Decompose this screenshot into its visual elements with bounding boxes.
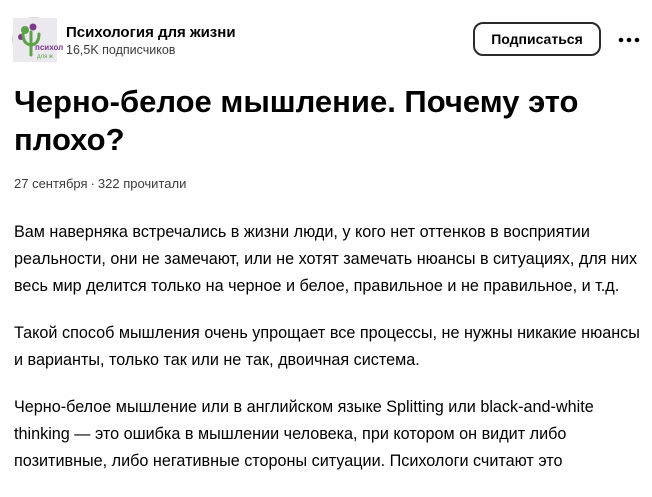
channel-header <box>12 17 642 65</box>
paragraph: Такой способ мышления очень упрощает все процессы, не нужны никакие нюансы и варианты, только так или не так, двоичная система. <box>14 324 640 369</box>
svg-text:для ж: для ж <box>37 54 53 60</box>
channel-name[interactable]: Психология для жизни <box>66 24 236 41</box>
channel-avatar[interactable] <box>12 17 64 61</box>
more-options-button[interactable] <box>615 26 643 54</box>
psi-logo-icon <box>13 18 64 62</box>
article-meta <box>14 176 186 191</box>
paragraph: Вам наверняка встречались в жизни люди, у кого нет оттенков в восприятии реальности, они не замечают, или не хотят замечать нюансы в ситуациях, для них весь мир делится только на черное и белое, правильное и не правильное, и т.д. <box>14 223 638 295</box>
channel-info <box>66 24 236 58</box>
subscriber-count: 16,5K подписчиков <box>66 43 176 57</box>
publish-date: 27 сентября <box>14 176 88 191</box>
more-dots-icon <box>618 37 640 43</box>
read-count: 322 прочитали <box>97 176 187 191</box>
meta-separator: · <box>90 176 95 191</box>
svg-text:психол: психол <box>35 43 64 52</box>
subscribe-button[interactable]: Подписаться <box>473 22 601 56</box>
article-body <box>14 219 646 495</box>
paragraph: Черно-белое мышление или в английском языке Splitting или black-and-white thinking — это ошибка в мышлении человека, при котором он видит либо позитивные, либо негативные стороны ситуации. Психологи считают это <box>14 398 594 470</box>
article-title: Черно-белое мышление. Почему это плохо? <box>14 84 579 157</box>
